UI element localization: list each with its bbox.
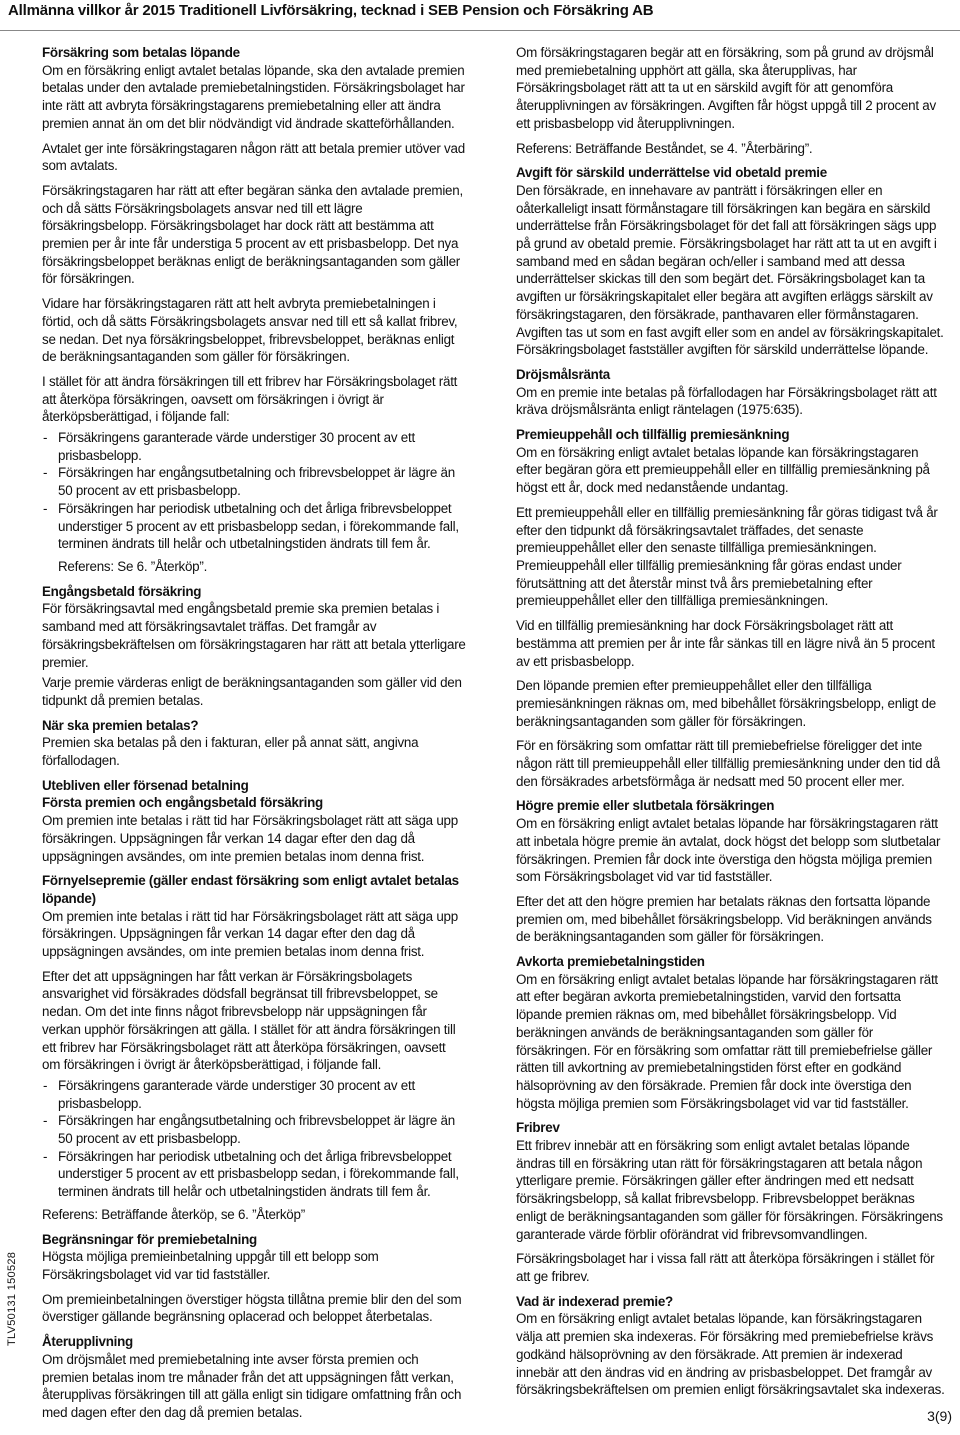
paragraph: Referens: Beträffande Beståndet, se 4. ”Återbäring”. — [516, 140, 813, 156]
list-item: - Försäkringen har engångsutbetalning och fribrevsbeloppet är lägre än 50 procent av ett prisbasbelopp. — [42, 1112, 466, 1147]
page-header-title: Allmänna villkor år 2015 Traditionell Livförsäkring, tecknad i SEB Pension och Försäkring AB — [8, 2, 654, 19]
section-heading: När ska premien betalas? — [42, 717, 199, 733]
list-item: - Försäkringens garanterade värde understiger 30 procent av ett prisbasbelopp. — [42, 1077, 466, 1112]
paragraph: I stället för att ändra försäkringen till ett fribrev har Försäkringsbolaget rätt att återköpa försäkringen, oavsett om försäkringen i övrigt är återköpsberättigad, i följande fall: — [42, 373, 458, 425]
paragraph: För en försäkring som omfattar rätt till premiebefrielse föreligger det inte någon rätt till premieuppehåll eller tillfällig premiesänkning under den tid då den försäkrades arbetsförmåga är nedsatt med 50 procent eller mer. — [516, 738, 940, 789]
paragraph: Referens: Beträffande återköp, se 6. ”Återköp” — [42, 1206, 305, 1222]
paragraph: Om försäkringstagaren begär att en försäkring, som på grund av dröjsmål med premiebetalning upphört att gälla, ska återupplivas, har Försäkringsbolaget rätt att ta ut en särskild avgift för att genomföra återupplivningen av försäkringen. Avgiften får högst uppgå till 2 procent av ett prisbasbelopp vid återupplivningen. — [516, 45, 936, 131]
section-heading: Högre premie eller slutbetala försäkringen — [516, 798, 775, 814]
list-item: - Försäkringen har periodisk utbetalning och det årliga fribrevsbeloppet understiger 5 procent av ett prisbasbelopp sedan, i förekommande fall, terminen ändrats till helår och utbetalningstiden ändrats till fem år. — [42, 1148, 466, 1201]
bullet-list — [42, 429, 466, 553]
section-heading: Försäkring som betalas löpande — [42, 45, 240, 60]
list-item: - Försäkringen har engångsutbetalning och fribrevsbeloppet är lägre än 50 procent av ett prisbasbelopp. — [42, 464, 466, 499]
paragraph: Om en försäkring enligt avtalet betalas löpande har försäkringstagaren rätt att inbetala högre premie än avtalat, dock högst det belopp som slutbetalar försäkringen. Premien får dock inte överstiga den högsta möjliga premien som Försäkringsbolaget vid var tid fastställer. — [516, 816, 941, 885]
paragraph: Efter det att uppsägningen har fått verkan är Försäkringsbolagets ansvarighet vid försäkrades dödsfall begränsat till fribrevsbeloppet, se nedan. Om det inte finns något fribrevsbelopp när uppsägningen får verkan upphör försäkringen att gälla. I stället för att ändra försäkringen till ett fribrev har Försäkringsbolaget rätt att återköpa försäkringen, oavsett om försäkringen i övrigt är återköpsberättigad, i följande fall. — [42, 968, 456, 1073]
bullet-list — [42, 1077, 466, 1201]
paragraph: Vidare har försäkringstagaren rätt att helt avbryta premiebetalningen i förtid, och då sätts Försäkringsbolagets ansvar ned till ett så kallat fribrev, se nedan. Det nya försäkringsbeloppet, fribrevsbeloppet, beräknas enligt de beräkningsantaganden som gäller för försäkringen. — [42, 296, 458, 365]
paragraph: Premien ska betalas på den i fakturan, eller på annat sätt, angivna förfallodagen. — [42, 735, 419, 769]
section-heading: Första premien och engångsbetald försäkring — [42, 795, 323, 811]
paragraph: Ett fribrev innebär att en försäkring som enligt avtalet betalas löpande ändras till en försäkring utan rätt för försäkringstagaren att betala någon ytterligare premie. Försäkringen gäller efter ändringen med ett nedsatt försäkringsbelopp, så kallat fribrevsbelopp. Fribrevsbeloppet beräknas enligt de beräkningsantaganden som gäller för försäkringen. Försäkringens garanterade värde förblir oförändrat vid fribrevsomvandlingen. — [516, 1138, 943, 1242]
paragraph: Om en försäkring enligt avtalet betalas löpande, kan försäkringstagaren välja att premien ska indexeras. För försäkring med premiebefrielse krävs godkänd hälsoprövning av den försäkrade. Att premien är indexerad innebär att den ändras vid en ändring av prisbasbeloppet. Det framgår av försäkringsbekräftelsen om premien enligt försäkringsavtalet ska indexeras. — [516, 1311, 945, 1398]
paragraph: Försäkringstagaren har rätt att efter begäran sänka den avtalade premien, och då sätts Försäkringsbolagets ansvar ned till ett lägre försäkringsbelopp. Försäkringsbolaget har dock rätt att bestämma att premien per år inte får understiga 5 procent av ett prisbasbelopp. Det nya försäkringsbeloppet beräknas enligt de beräkningsantaganden som gäller för försäkringen. — [42, 182, 463, 287]
paragraph: Efter det att den högre premien har betalats räknas den fortsatta löpande premien om, med bibehållet försäkringsbelopp. Vid beräkningen används de beräkningsantaganden som gäller för försäkringen. — [516, 893, 932, 945]
section-heading: Fribrev — [516, 1120, 560, 1136]
paragraph: Avtalet ger inte försäkringstagaren någon rätt att betala premier utöver vad som avtalats. — [42, 140, 465, 174]
section-heading: Begränsningar för premiebetalning — [42, 1231, 257, 1247]
paragraph: Ett premieuppehåll eller en tillfällig premiesänkning får göras tidigast två år efter den tidpunkt då försäkringsavtalet träffades, det senaste premieuppehållet eller den senaste tillfälliga premiesänkningen. Premieuppehåll eller tillfällig premiesänkning får göras endast under förutsättning att det återstår minst två års premiebetalning efter premieuppehållet eller den tillfälliga premiesänkningen. — [516, 504, 938, 609]
paragraph: Varje premie värderas enligt de beräkningsantaganden som gäller vid den tidpunkt då premien betalas. — [42, 675, 462, 708]
paragraph: Om premien inte betalas i rätt tid har Försäkringsbolaget rätt att säga upp försäkringen. Uppsägningen får verkan 14 dagar efter den dag då uppsägningen avsändes, om inte premien betalas inom denna frist. — [42, 908, 458, 960]
list-item: - Försäkringens garanterade värde understiger 30 procent av ett prisbasbelopp. — [42, 429, 466, 464]
paragraph: Högsta möjliga premieinbetalning uppgår till ett belopp som Försäkringsbolaget vid var tid fastställer. — [42, 1249, 379, 1282]
paragraph: För försäkringsavtal med engångsbetald premie ska premien betalas i samband med att försäkringsavtalet träffas. Det framgår av försäkringsbekräftelsen om försäkringstagaren har rätt att betala ytterligare premier. — [42, 601, 466, 670]
paragraph: Vid en tillfällig premiesänkning har dock Försäkringsbolaget rätt att bestämma att premien per år inte får sänkas till en lägre nivå än 5 procent av ett prisbasbelopp. — [516, 618, 935, 669]
paragraph: Om en försäkring enligt avtalet betalas löpande kan försäkringstagaren efter begäran göra ett premieuppehåll eller en tillfällig premiesänkning på högst ett år, dock med nedanstående undantag. — [516, 444, 930, 496]
list-item: - Försäkringen har periodisk utbetalning och det årliga fribrevsbeloppet understiger 5 procent av ett prisbasbelopp sedan, i förekommande fall, terminen ändrats till helår och utbetalningstiden ändrats till fem år. — [42, 500, 466, 553]
paragraph: Försäkringsbolaget har i vissa fall rätt att återköpa försäkringen i stället för att ge fribrev. — [516, 1251, 935, 1284]
right-column — [516, 44, 946, 1406]
paragraph: Om en försäkring enligt avtalet betalas löpande har försäkringstagaren rätt att efter begäran avkorta premiebetalningstiden, varvid den fortsatta löpande premien räknas om, med bibehållet försäkringsbelopp. Vid beräkningen används de beräkningsantaganden som gäller för försäkringen. För en försäkring som omfattar rätt till premiebefrielse gäller rätten till avkortning av premiebetalningstiden först efter en godkänd hälsoprövning av den försäkrade. Premien får dock inte överstiga den högsta möjliga premien som Försäkringsbolaget vid var tid fastställer. — [516, 971, 938, 1111]
section-heading: Dröjsmålsränta — [516, 366, 610, 382]
paragraph: Om premien inte betalas i rätt tid har Försäkringsbolaget rätt att säga upp försäkringen. Uppsägningen får verkan 14 dagar efter den dag då uppsägningen avsändes, om inte premien betalas inom denna frist. — [42, 813, 458, 864]
section-heading: Återupplivning — [42, 1334, 133, 1350]
left-column — [42, 44, 466, 1429]
section-heading: Engångsbetald försäkring — [42, 583, 202, 599]
paragraph: Den löpande premien efter premieuppehållet eller den tillfälliga premiesänkningen räknas om, med bibehållet försäkringsbelopp, enligt de beräkningsantaganden som gäller för försäkringen. — [516, 678, 936, 729]
paragraph: Om premieinbetalningen överstiger högsta tillåtna premie blir den del som överstiger gällande begränsning oplacerad och beloppet återbetalas. — [42, 1291, 462, 1325]
paragraph: Om en försäkring enligt avtalet betalas löpande, ska den avtalade premien betalas under den avtalade premiebetalningstiden. Försäkringsbolaget har inte rätt att avbryta försäkringstagarens premiebetalning eller att ändra premien annat än om det blir nödvändigt vid ändrade skatteförhållanden. — [42, 62, 465, 131]
section-heading: Förnyelsepremie (gäller endast försäkring som enligt avtalet betalas löpande) — [42, 873, 459, 906]
document-code: TLV50131 150528 — [6, 1251, 18, 1346]
paragraph: Den försäkrade, en innehavare av panträtt i försäkringen eller en oåterkalleligt insatt förmånstagare till försäkringen kan begära en särskild underrättelse från Försäkringsbolaget för det fall att försäkringen sägs upp på grund av obetald premie. Försäkringsbolaget har rätt att ta ut en avgift i samband med en sådan begäran och/eller i samband med att dessa underrättelser skickas till den som begärt det. Försäkringsbolaget kan ta avgiften ur försäkringskapitalet eller begära att avgiften erläggs särskilt av försäkringstagaren, den försäkrade, panthavaren eller förmånstagaren. Avgiften tas ut som en fast avgift eller som en andel av försäkringskapitalet. Försäkringsbolaget fastställer avgiften för särskild underrättelse löpande. — [516, 182, 944, 358]
paragraph: Om dröjsmålet med premiebetalning inte avser första premien och premien betalas inom tre månader från det att uppsägningen fått verkan, återupplivas försäkringen till att gälla enligt sin tidigare omfattning från och med dagen efter den dag då premien betalas. — [42, 1351, 462, 1420]
section-heading: Vad är indexerad premie? — [516, 1293, 673, 1309]
reference-note: Referens: Se 6. ”Återköp”. — [58, 558, 208, 574]
header-divider — [0, 30, 960, 31]
section-heading: Avgift för särskild underrättelse vid obetald premie — [516, 165, 827, 181]
section-heading: Utebliven eller försenad betalning — [42, 777, 249, 793]
page-number: 3(9) — [927, 1408, 952, 1424]
section-heading: Premieuppehåll och tillfällig premiesänkning — [516, 427, 790, 443]
paragraph: Om en premie inte betalas på förfallodagen har Försäkringsbolaget rätt att kräva dröjsmålsränta enligt räntelagen (1975:635). — [516, 384, 937, 418]
section-heading: Avkorta premiebetalningstiden — [516, 954, 705, 970]
